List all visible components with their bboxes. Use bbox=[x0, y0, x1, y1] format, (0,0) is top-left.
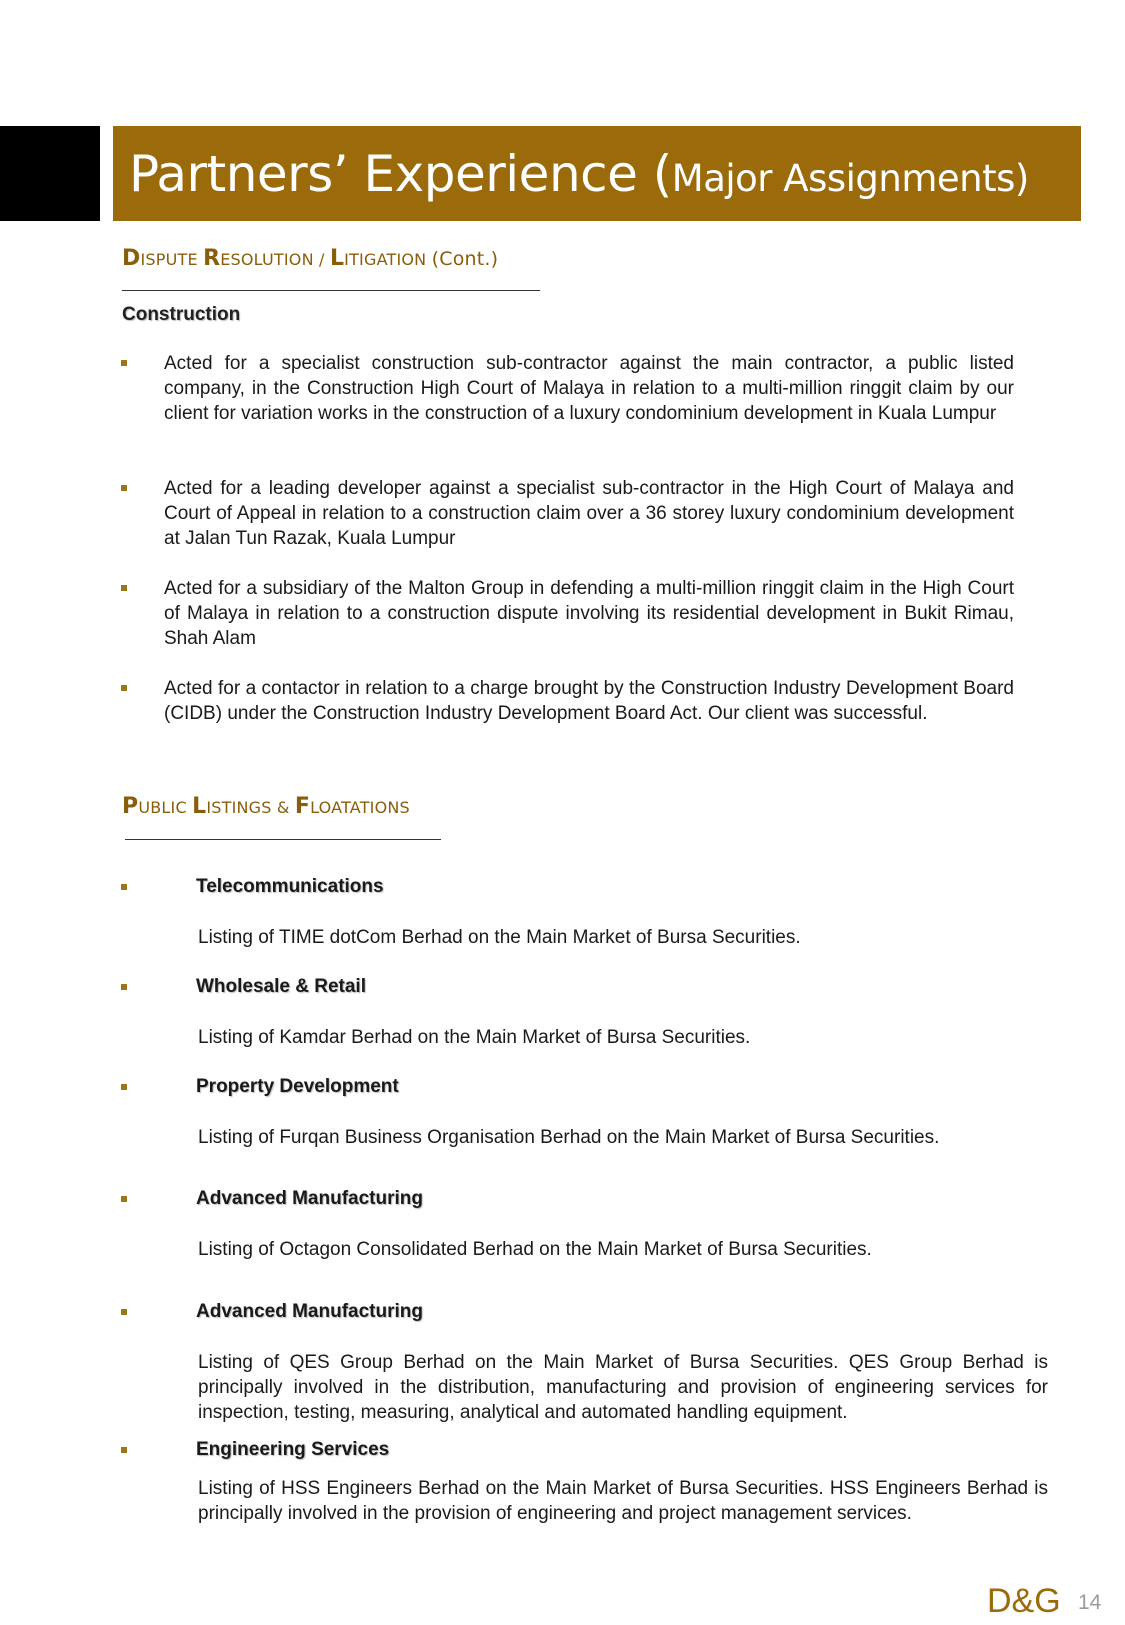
subheading-construction: Construction bbox=[122, 304, 241, 325]
category-heading: Advanced Manufacturing bbox=[196, 1301, 423, 1322]
list-item: Acted for a leading developer against a specialist sub-contractor in the High Court of Malaya and Court of Appeal in relation to a construction claim over a 36 storey luxury condominium development at Jalan Tun Razak, Kuala Lumpur bbox=[164, 478, 1014, 549]
bullet-icon bbox=[121, 1447, 127, 1453]
bullet-icon bbox=[121, 1309, 127, 1315]
category-heading: Wholesale & Retail bbox=[196, 976, 366, 997]
list-item: Acted for a specialist construction sub-contractor against the main contractor, a public listed company, in the Construction High Court of Malaya in relation to a multi-million ringgit claim by our client for variation works in the construction of a luxury condominium development in Kuala Lumpur bbox=[164, 353, 1014, 424]
dg-logo: D&G bbox=[987, 1582, 1061, 1620]
list-item: Acted for a subsidiary of the Malton Group in defending a multi-million ringgit claim in the High Court of Malaya in relation to a construction dispute involving its residential development in Bukit Rimau, Shah Alam bbox=[164, 578, 1014, 649]
category-description: Listing of Furqan Business Organisation Berhad on the Main Market of Bursa Securities. bbox=[198, 1127, 940, 1148]
page-number: 14 bbox=[1078, 1591, 1102, 1614]
category-description: Listing of TIME dotCom Berhad on the Main Market of Bursa Securities. bbox=[198, 927, 801, 948]
section-heading-dispute-resolution: DISPUTE RESOLUTION / LITIGATION (Cont.) bbox=[122, 246, 499, 271]
section-underline bbox=[122, 290, 540, 291]
category-heading: Advanced Manufacturing bbox=[196, 1188, 423, 1209]
page-title: Partners’ Experience (Major Assignments) bbox=[129, 144, 1029, 203]
category-description: Listing of HSS Engineers Berhad on the Main Market of Bursa Securities. HSS Engineers Berhad is principally involved in the provision of engineering and project management services. bbox=[198, 1478, 1048, 1524]
category-heading: Property Development bbox=[196, 1076, 399, 1097]
bullet-icon bbox=[121, 485, 127, 491]
category-description: Listing of Octagon Consolidated Berhad on the Main Market of Bursa Securities. bbox=[198, 1239, 872, 1260]
bullet-icon bbox=[121, 1084, 127, 1090]
bullet-icon bbox=[121, 360, 127, 366]
title-bar bbox=[113, 126, 1081, 221]
category-description: Listing of Kamdar Berhad on the Main Market of Bursa Securities. bbox=[198, 1027, 751, 1048]
list-item: Acted for a contactor in relation to a charge brought by the Construction Industry Development Board (CIDB) under the Construction Industry Development Board Act. Our client was successful. bbox=[164, 678, 1014, 724]
page-title-sub: Major Assignments) bbox=[671, 156, 1029, 200]
bullet-icon bbox=[121, 685, 127, 691]
bullet-icon bbox=[121, 884, 127, 890]
section-underline bbox=[125, 839, 441, 840]
bullet-icon bbox=[121, 1196, 127, 1202]
category-heading: Engineering Services bbox=[196, 1439, 390, 1460]
header-black-block bbox=[0, 126, 100, 221]
bullet-icon bbox=[121, 585, 127, 591]
bullet-icon bbox=[121, 984, 127, 990]
section-heading-public-listings: PUBLIC LISTINGS & FLOATATIONS bbox=[122, 794, 410, 819]
category-description: Listing of QES Group Berhad on the Main Market of Bursa Securities. QES Group Berhad is principally involved in the distribution, manufacturing and provision of engineering services for inspection, testing, measuring, analytical and automated handling equipment. bbox=[198, 1352, 1048, 1423]
category-heading: Telecommunications bbox=[196, 876, 384, 897]
